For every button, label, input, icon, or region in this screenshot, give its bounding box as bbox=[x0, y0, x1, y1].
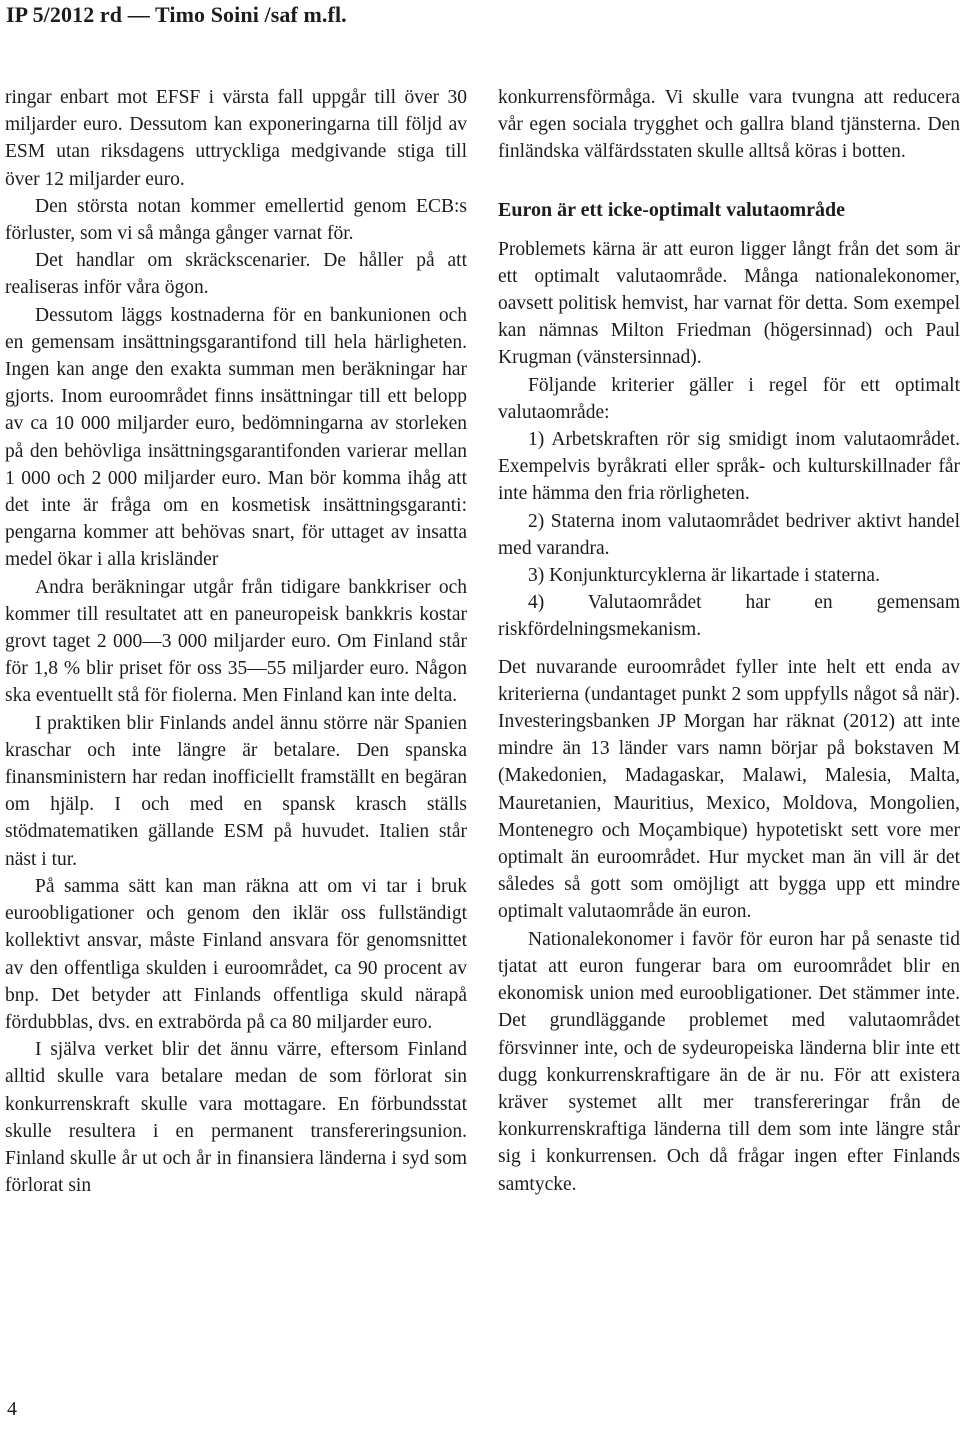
body-paragraph: ringar enbart mot EFSF i värsta fall uppgår till över 30 miljarder euro. Dessutom kan exponeringarna till följd av ESM utan riksdagens uttryckliga medgivande stiga till över 12 miljarder euro. bbox=[5, 87, 467, 190]
body-paragraph: På samma sätt kan man räkna att om vi tar i bruk euroobligationer och genom den iklär oss fullständigt kollektivt ansvar, måste Finland ansvara för genomsnittet av den offentliga skulden i euroområdet, ca 90 procent av bnp. Det betyder att Finlands offentliga skuld närapå fördubblas, dvs. en extrabörda på ca 80 miljarder euro. bbox=[5, 875, 467, 1033]
section-heading: Euron är ett icke-optimalt valutaområde bbox=[498, 198, 846, 221]
right-column bbox=[498, 84, 960, 1198]
body-paragraph: I själva verket blir det ännu värre, eftersom Finland alltid skulle vara betalare medan de som förlorat sin konkurrenskraft skulle vara mottagare. En förbundsstat skulle resultera i en permanent transfereringsunion. Finland skulle år ut och år in finansiera länderna i syd som förlorat sin bbox=[5, 1039, 467, 1197]
body-paragraph: Följande kriterier gäller i regel för ett optimalt valutaområde: bbox=[498, 374, 960, 423]
body-paragraph: Den största notan kommer emellertid genom ECB:s förluster, som vi så många gånger varnat för. bbox=[5, 195, 467, 245]
running-header: IP 5/2012 rd — Timo Soini /saf m.fl. bbox=[6, 2, 347, 27]
page-number: 4 bbox=[7, 1398, 17, 1420]
body-paragraph: Det handlar om skräckscenarier. De håller på att realiseras inför våra ögon. bbox=[5, 250, 467, 299]
body-paragraph: Det nuvarande euroområdet fyller inte helt ett enda av kriterierna (undantaget punkt 2 som uppfylls något så när). Investeringsbanken JP Morgan har räknat (2012) att inte mindre än 13 länder vars namn börjar på bokstaven M (Makedonien, Madagaskar, Malawi, Malesia, Malta, Mauretanien, Mauritius, Mexico, Moldova, Mongolien, Montenegro och Moçambique) hypotetiskt sett vore mer optimalt än euroområdet. Hur mycket man än vill är det således så gott som omöjligt att bygga upp ett mindre optimalt valutaområde än euron. bbox=[498, 656, 960, 923]
body-paragraph: I praktiken blir Finlands andel ännu större när Spanien kraschar och inte längre är betalare. Den spanska finansministern har redan inofficiellt framställt en begäran om hjälp. I och med en spansk krasch ställs stödmatematiken gällande ESM på huvudet. Italien står näst i tur. bbox=[5, 712, 467, 870]
body-paragraph: Problemets kärna är att euron ligger långt från det som är ett optimalt valutaområde. Många nationalekonomer, oavsett politisk hemvist, har varnat för detta. Som exempel kan nämnas Milton Friedman (högersinnad) och Paul Krugman (vänstersinnad). bbox=[498, 238, 960, 369]
criteria-item: 4) Valutaområdet har en gemensam riskfördelningsmekanism. bbox=[498, 592, 960, 641]
body-paragraph: Nationalekonomer i favör för euron har på senaste tid tjatat att euron fungerar bara om euroområdet blir en ekonomisk union med euroobligationer. Det stämmer inte. Det grundläggande problemet med valutaområdet försvinner inte, och de sydeuropeiska länderna blir inte ett dugg konkurrenskraftigare än de är nu. För att existera kräver systemet allt mer transfereringar från de konkurrenskraftiga länderna till dem som inte längre står sig i konkurrensen. Och då frågar ingen efter Finlands samtycke. bbox=[498, 928, 960, 1195]
body-paragraph: konkurrensförmåga. Vi skulle vara tvungna att reducera vår egen sociala trygghet och gallra bland tjänsterna. Den finländska välfärdsstaten skulle alltså köras i botten. bbox=[498, 87, 960, 163]
body-paragraph: Dessutom läggs kostnaderna för en bankunionen och en gemensam insättningsgarantifond till hela härligheten. Ingen kan ange den exakta summan men beräkningar har gjorts. Inom euroområdet finns insättningar till ett belopp av ca 10 000 miljarder euro, bedömningarna av storleken på den behövliga insättningsgarantifonden varierar mellan 1 000 och 2 000 miljarder euro. Man bör komma ihåg att det inte är fråga om en kosmetisk insättningsgaranti: pengarna kommer att behövas snart, för uttaget av insatta medel ökar i alla krisländer bbox=[5, 304, 467, 571]
left-column bbox=[5, 84, 467, 1199]
criteria-item: 1) Arbetskraften rör sig smidigt inom valutaområdet. Exempelvis byråkrati eller språk- och kulturskillnader får inte hämma den fria rörligheten. bbox=[498, 429, 960, 505]
criteria-item: 3) Konjunkturcyklerna är likartade i staterna. bbox=[528, 565, 880, 587]
body-paragraph: Andra beräkningar utgår från tidigare bankkriser och kommer till resultatet att en paneuropeisk bankkris kostar grovt taget 2 000—3 000 miljarder euro. Om Finland står för 1,8 % blir priset för oss 35—55 miljarder euro. Någon ska eventuellt stå för fiolerna. Men Finland kan inte delta. bbox=[5, 576, 467, 707]
criteria-item: 2) Staterna inom valutaområdet bedriver aktivt handel med varandra. bbox=[498, 510, 960, 559]
